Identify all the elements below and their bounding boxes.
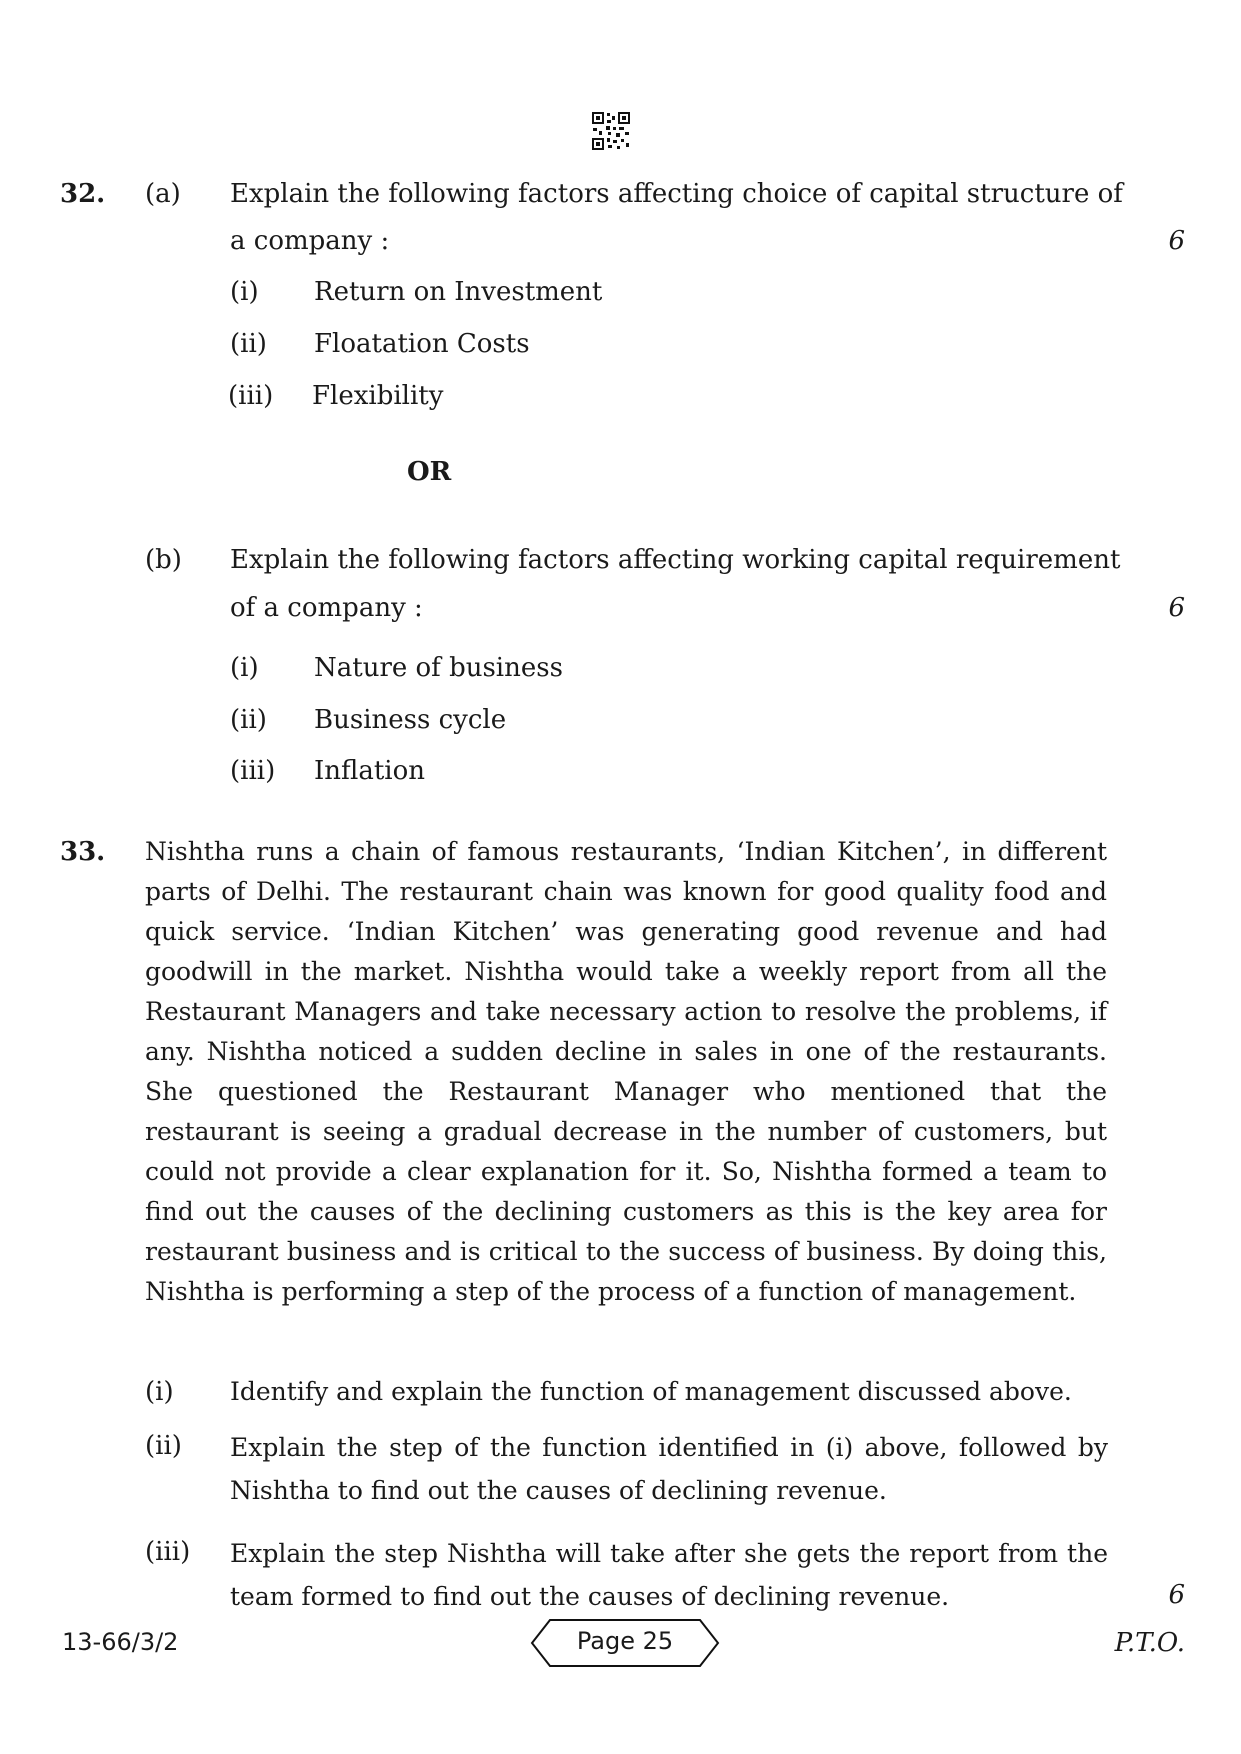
part-number: (iii) (145, 1537, 191, 1567)
item-number: (ii) (230, 329, 267, 359)
item-text: Nature of business (314, 653, 563, 683)
qr-code-icon (591, 111, 631, 151)
part-text: Identify and explain the function of management discussed above. (230, 1377, 1072, 1406)
part-text: Explain the step of the function identified in (i) above, followed by Nishtha to find out the causes of declining revenue. (230, 1433, 1108, 1505)
case-paragraph: Nishtha runs a chain of famous restaurants, ‘Indian Kitchen’, in different parts of Delhi. The restaurant chain was known for good quality food and quick service. ‘Indian Kitchen’ was generating good revenue and had goodwill in the market. Nishtha would take a weekly report from all the Restaurant Managers and take necessary action to resolve the problems, if any. Nishtha noticed a sudden decline in sales in one of the restaurants. She questioned the Restaurant Manager who mentioned that the restaurant is seeing a gradual decrease in the number of customers, but could not provide a clear explanation for it. So, Nishtha formed a team to find out the causes of the declining customers as this is the key area for restaurant business and is critical to the success of business. By doing this, Nishtha is performing a step of the process of a function of management. (145, 837, 1107, 1306)
item-number: (i) (230, 277, 259, 307)
item-text: Floatation Costs (314, 329, 530, 359)
item-number: (ii) (230, 705, 267, 735)
question-number: 32. (60, 179, 106, 209)
item-number: (iii) (230, 756, 276, 786)
item-text: Business cycle (314, 705, 507, 735)
page-number: Page 25 (576, 1627, 674, 1655)
item-text: Return on Investment (314, 277, 603, 307)
part-label: (b) (145, 545, 182, 575)
question-text: of a company : (230, 593, 423, 623)
pto-label: P.T.O. (1114, 1628, 1185, 1658)
part-label: (a) (145, 179, 181, 209)
item-number: (i) (230, 653, 259, 683)
question-number: 33. (60, 837, 106, 867)
part-number: (ii) (145, 1431, 182, 1461)
question-text: Explain the following factors affecting working capital requirement (230, 545, 1121, 575)
part-text: Explain the step Nishtha will take after she gets the report from the team formed to find out the causes of declining revenue. (230, 1539, 1108, 1611)
or-separator: OR (407, 457, 452, 487)
marks-label: 6 (1168, 593, 1185, 623)
marks-label: 6 (1168, 1580, 1185, 1610)
question-text: Explain the following factors affecting choice of capital structure of (230, 179, 1123, 209)
item-text: Flexibility (312, 381, 444, 411)
part-number: (i) (145, 1377, 174, 1407)
marks-label: 6 (1168, 226, 1185, 256)
item-number: (iii) (228, 381, 274, 411)
item-text: Inflation (314, 756, 426, 786)
paper-code: 13-66/3/2 (62, 1628, 179, 1656)
question-text: a company : (230, 226, 390, 256)
